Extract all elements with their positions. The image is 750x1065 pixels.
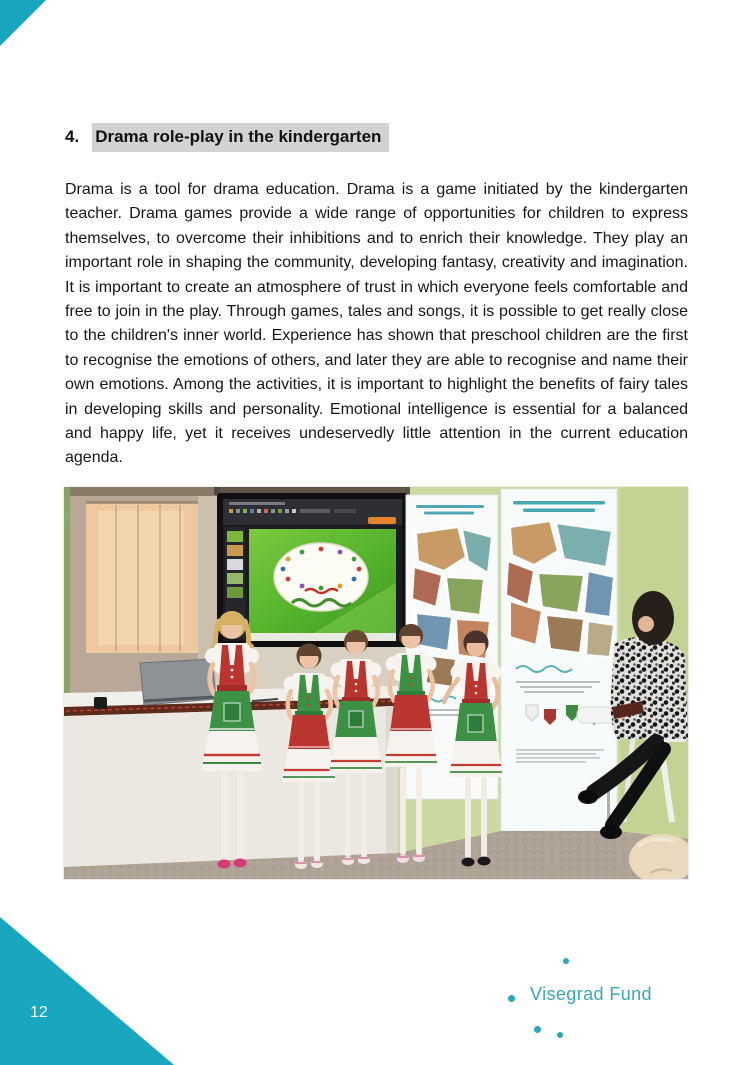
section-title-highlighted: Drama role-play in the kindergarten	[92, 123, 389, 152]
logo-dot-icon	[563, 958, 569, 964]
logo-dot-icon	[534, 1026, 541, 1033]
logo-dot-icon	[557, 1032, 563, 1038]
logo-dot-icon	[508, 995, 515, 1002]
corner-accent-top-left	[0, 0, 46, 46]
section-number: 4.	[65, 127, 80, 146]
logo-wordmark: Visegrad Fund	[530, 984, 652, 1004]
laptop	[140, 659, 216, 705]
photo-illustration	[64, 487, 688, 879]
visegrad-fund-logo	[500, 948, 710, 1048]
corner-accent-bottom-left	[0, 917, 174, 1065]
page-number: 12	[30, 1004, 48, 1021]
section-heading	[65, 123, 389, 152]
body-paragraph: Drama is a tool for drama education. Drama is a game initiated by the kindergarten teacher. Drama games provide a wide range of opportunities for children to express themselves, to overcome their inhibitions and to enrich their knowledge. They play an important role in shaping the community, developing fantasy, creativity and imagination. It is important to create an atmosphere of trust in which everyone feels comfortable and free to join in the play. Through games, tales and songs, it is possible to get really close to the children's inner world. Experience has shown that preschool children are the first to recognise the emotions of others, and later they are able to recognise and name their own emotions. Among the activities, it is important to highlight the benefits of fairy tales in developing skills and personality. Emotional intelligence is essential for a balanced and happy life, yet it receives undeservedly little attention in the current education agenda.	[65, 181, 688, 467]
kindergarten-photo	[64, 487, 688, 879]
